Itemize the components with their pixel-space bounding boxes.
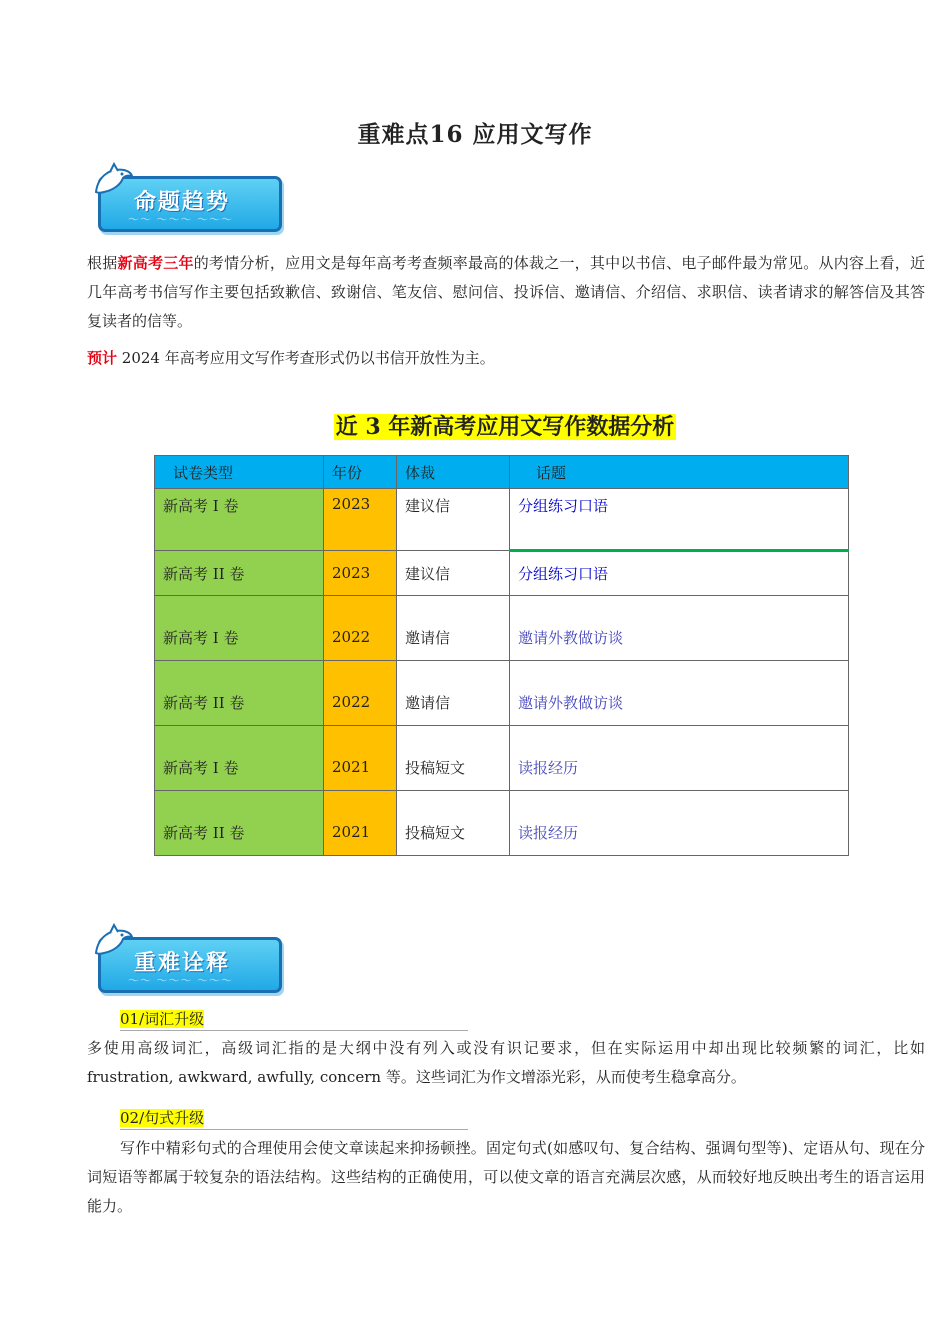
cell-year: 2023 xyxy=(324,551,397,596)
intro-paragraph xyxy=(87,249,925,336)
cell-topic: 读报经历 xyxy=(510,791,849,856)
intro-highlight: 新高考三年 xyxy=(117,254,194,272)
dolphin-icon xyxy=(92,923,134,965)
forecast-paragraph xyxy=(87,344,925,373)
cell-topic: 读报经历 xyxy=(510,726,849,791)
dolphin-icon xyxy=(92,162,134,204)
cell-topic: 分组练习口语 xyxy=(510,551,849,596)
cell-topic: 邀请外教做访谈 xyxy=(510,661,849,726)
header-topic: 话题 xyxy=(510,456,849,489)
intro-post: 的考情分析，应用文是每年高考考查频率最高的体裁之一，其中以书信、电子邮件最为常见。从内容上看，近几年高考书信写作主要包括致歉信、致谢信、笔友信、慰问信、投诉信、邀请信、介绍信、求职信、读者请求的解答信及其答复读者的信等。 xyxy=(87,254,925,330)
cell-paper: 新高考 I 卷 xyxy=(155,596,324,661)
banner-label: 命题趋势 xyxy=(134,190,231,215)
forecast-highlight: 预计 xyxy=(87,349,118,367)
page-title: 重难点16 应用文写作 xyxy=(357,121,593,148)
cell-paper: 新高考 I 卷 xyxy=(155,489,324,551)
section1-heading: 01/词汇升级 xyxy=(120,1008,468,1031)
cell-year: 2021 xyxy=(324,791,397,856)
cell-paper: 新高考 II 卷 xyxy=(155,551,324,596)
banner-label: 重难诠释 xyxy=(134,951,231,976)
cell-paper: 新高考 I 卷 xyxy=(155,726,324,791)
section2-heading: 02/句式升级 xyxy=(120,1107,468,1130)
header-genre: 体裁 xyxy=(397,456,510,489)
cell-genre: 投稿短文 xyxy=(397,726,510,791)
table-row xyxy=(155,596,849,661)
header-year: 年份 xyxy=(324,456,397,489)
section-banner-trend xyxy=(92,162,282,232)
table-row xyxy=(155,726,849,791)
table-row xyxy=(155,661,849,726)
forecast-text: 2024 年高考应用文写作考查形式仍以书信开放性为主。 xyxy=(117,349,495,367)
section-banner-explain xyxy=(92,923,282,993)
table-row xyxy=(155,791,849,856)
section1-text: 多使用高级词汇，高级词汇指的是大纲中没有列入或没有识记要求，但在实际运用中却出现比较频繁的词汇，比如 frustration, awkward, awfully, concern 等。这些词汇为作文增添光彩，从而使考生稳拿高分。 xyxy=(87,1039,925,1086)
cell-topic: 邀请外教做访谈 xyxy=(510,596,849,661)
cell-genre: 邀请信 xyxy=(397,596,510,661)
cell-topic: 分组练习口语 xyxy=(510,489,849,551)
cell-paper: 新高考 II 卷 xyxy=(155,661,324,726)
cell-genre: 投稿短文 xyxy=(397,791,510,856)
cell-year: 2023 xyxy=(324,489,397,551)
cell-genre: 建议信 xyxy=(397,551,510,596)
section2-text: 写作中精彩句式的合理使用会使文章读起来抑扬顿挫。固定句式(如感叹句、复合结构、强调句型等)、定语从句、现在分词短语等都属于较复杂的语法结构。这些结构的正确使用，可以使文章的语言充满层次感，从而较好地反映出考生的语言运用能力。 xyxy=(87,1139,925,1215)
cell-genre: 邀请信 xyxy=(397,661,510,726)
table-title: 近 3 年新高考应用文写作数据分析 xyxy=(335,414,675,440)
wave-decoration: ～～ ～～～ ～～～ xyxy=(128,213,233,226)
data-table xyxy=(154,455,849,856)
wave-decoration: ～～ ～～～ ～～～ xyxy=(128,974,233,987)
table-header-row xyxy=(155,456,849,489)
table-row xyxy=(155,489,849,551)
cell-year: 2022 xyxy=(324,661,397,726)
cell-year: 2021 xyxy=(324,726,397,791)
header-paper: 试卷类型 xyxy=(155,456,324,489)
cell-paper: 新高考 II 卷 xyxy=(155,791,324,856)
cell-year: 2022 xyxy=(324,596,397,661)
intro-pre: 根据 xyxy=(87,254,118,272)
cell-genre: 建议信 xyxy=(397,489,510,551)
table-row xyxy=(155,551,849,596)
